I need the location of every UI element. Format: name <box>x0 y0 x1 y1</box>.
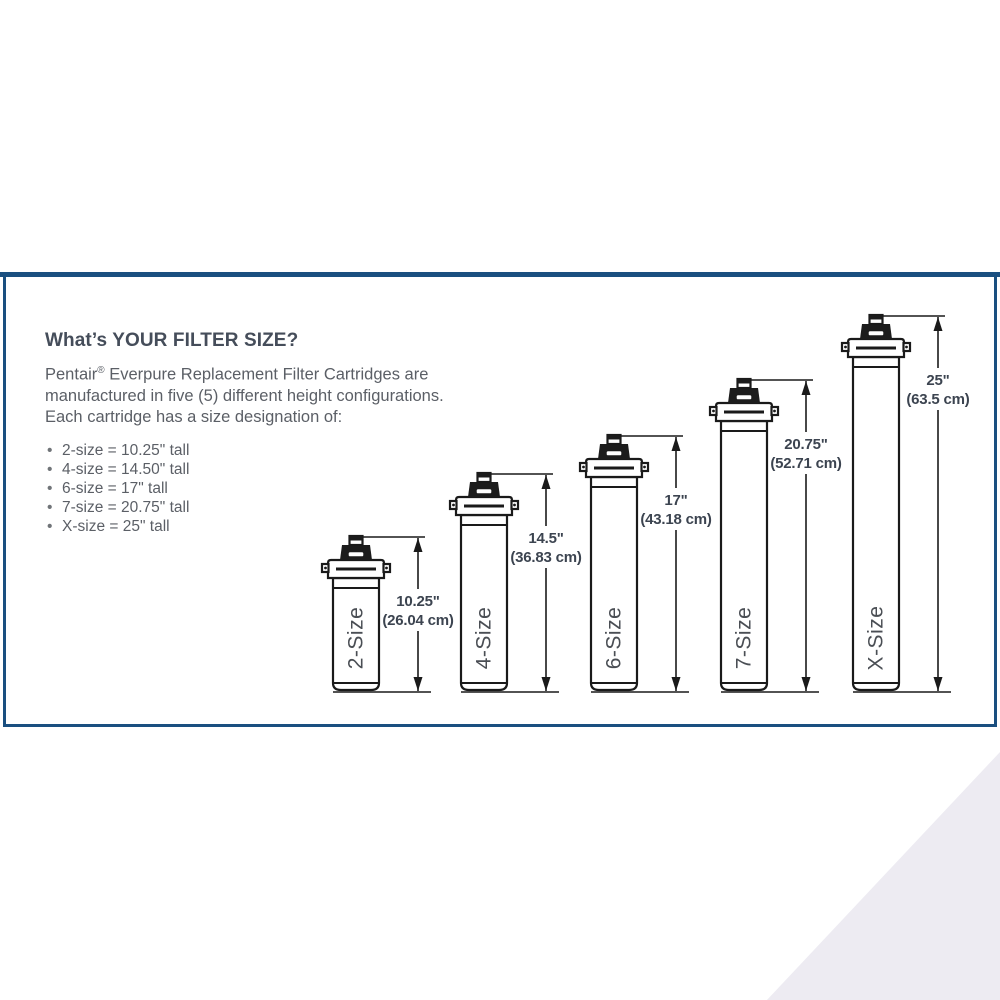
dimension-height-inches: 25" <box>926 372 950 389</box>
panel-heading: What’s YOUR FILTER SIZE? <box>45 330 299 351</box>
stub-top <box>608 435 621 440</box>
arrowhead-up <box>414 538 423 552</box>
tab-screw-right <box>385 567 388 570</box>
dimension-height-inches: 14.5" <box>528 530 564 547</box>
cartridge-7-size <box>710 379 778 690</box>
size-list-item: • 2-size = 10.25" tall <box>45 441 485 460</box>
tab-screw-right <box>773 410 776 413</box>
stub-top <box>738 379 751 384</box>
dimension-height-inches: 20.75" <box>784 436 828 453</box>
tab-screw-right <box>643 466 646 469</box>
dimension-height-inches: 17" <box>664 492 688 509</box>
stub-top <box>870 315 883 320</box>
arrowhead-up <box>802 381 811 395</box>
dimension-height-inches: 10.25" <box>396 593 440 610</box>
size-list-item: • 7-size = 20.75" tall <box>45 498 485 517</box>
arrowhead-down <box>672 677 681 691</box>
size-list <box>45 441 485 536</box>
cartridge-size-label: 7-Size <box>732 606 756 670</box>
cap-slot <box>348 552 364 558</box>
brand-name: Pentair <box>45 365 98 384</box>
cap-slot <box>868 331 884 337</box>
intro-line-1-rest: Everpure Replacement Filter Cartridges are <box>104 365 429 384</box>
arrowhead-down <box>934 677 943 691</box>
cartridge-x-size <box>842 315 910 690</box>
cap-slot <box>606 451 622 457</box>
tab-screw-left <box>324 567 327 570</box>
dimension-height-cm: (36.83 cm) <box>510 549 582 566</box>
cartridge-size-label: X-Size <box>864 605 888 671</box>
tab-screw-right <box>905 346 908 349</box>
intro-line-2: manufactured in five (5) different height configurations. <box>45 386 444 405</box>
stub-top <box>350 536 363 541</box>
arrowhead-down <box>542 677 551 691</box>
cartridge-size-label: 2-Size <box>344 606 368 670</box>
intro-paragraph <box>45 360 485 428</box>
size-list-item: • X-size = 25" tall <box>45 517 485 536</box>
tab-screw-left <box>582 466 585 469</box>
tab-screw-left <box>844 346 847 349</box>
dimension-height-cm: (52.71 cm) <box>770 455 842 472</box>
intro-text-block <box>45 330 485 536</box>
dimension-height-cm: (63.5 cm) <box>906 391 970 408</box>
arrowhead-up <box>934 317 943 331</box>
arrowhead-down <box>802 677 811 691</box>
cartridge-size-label: 6-Size <box>602 606 626 670</box>
intro-line-1 <box>45 360 485 386</box>
cartridge-size-label: 4-Size <box>472 606 496 670</box>
dimension-height-cm: (43.18 cm) <box>640 511 712 528</box>
size-list-item: • 6-size = 17" tall <box>45 479 485 498</box>
dimension-height-cm: (26.04 cm) <box>382 612 454 629</box>
size-list-item: • 4-size = 14.50" tall <box>45 460 485 479</box>
arrowhead-up <box>542 475 551 489</box>
tab-screw-left <box>712 410 715 413</box>
cap-slot <box>736 395 752 401</box>
intro-line-3: Each cartridge has a size designation of: <box>45 407 343 426</box>
cartridge-6-size <box>580 435 648 690</box>
arrowhead-up <box>672 437 681 451</box>
cartridge-2-size <box>322 536 390 690</box>
tab-screw-right <box>513 504 516 507</box>
arrowhead-down <box>414 677 423 691</box>
registered-trademark: ® <box>97 365 105 376</box>
